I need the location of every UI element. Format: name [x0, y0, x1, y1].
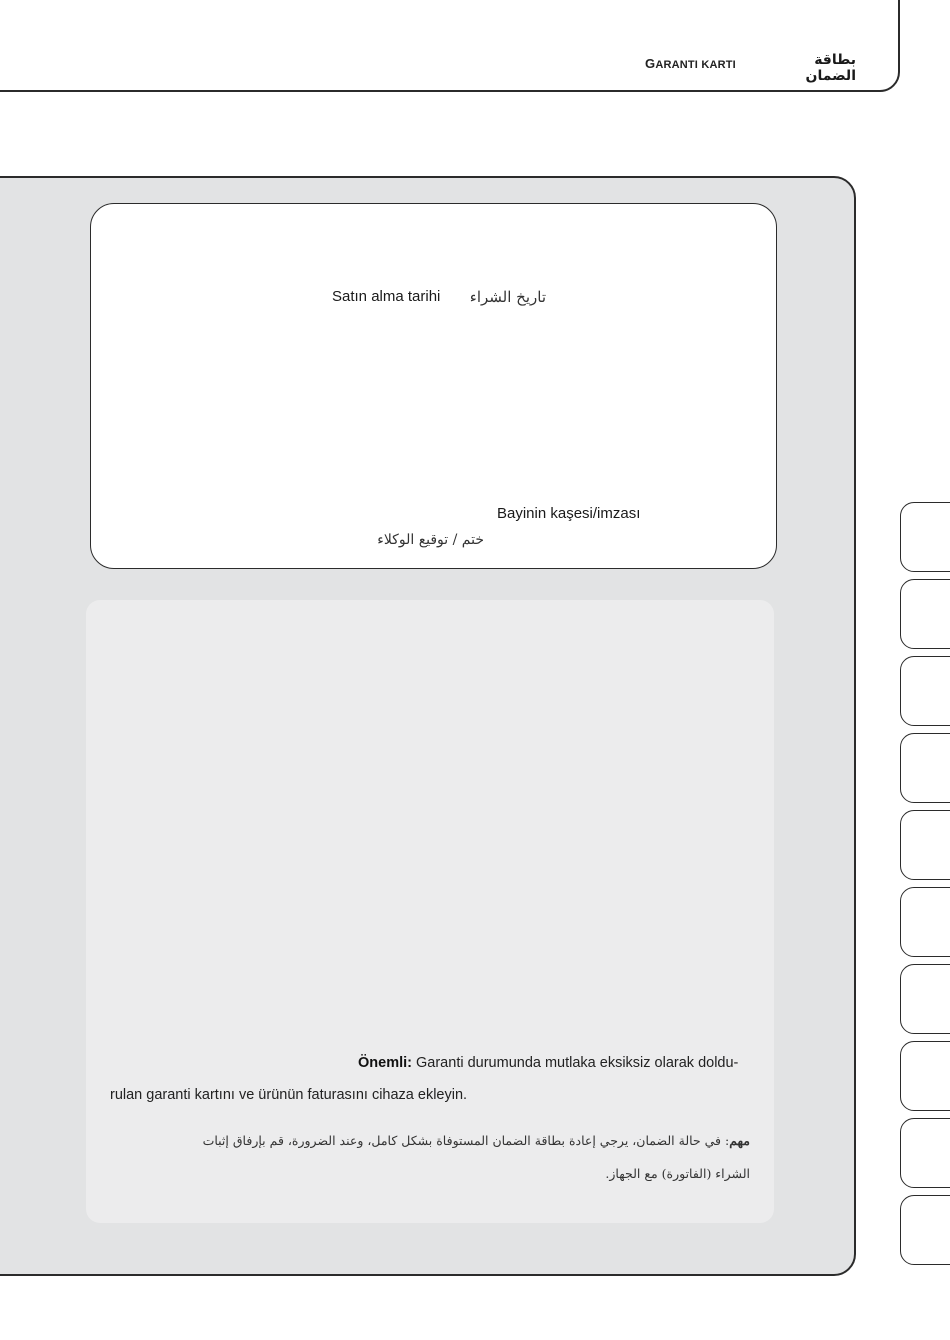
section-tab[interactable] — [900, 887, 950, 957]
purchase-date-label-tr: Satın alma tarihi — [332, 288, 441, 305]
header-title-ar: بطاقة الضمان — [805, 52, 856, 84]
note-tr-line1 — [358, 1055, 738, 1071]
note-ar-line1-text: : في حالة الضمان، يرجي إعادة بطاقة الضمان المستوفاة بشكل كامل، وعند الضرورة، قم بإرفاق إثبات — [202, 1133, 730, 1148]
section-tab[interactable] — [900, 656, 950, 726]
purchase-date-label-ar: تاريخ الشراء — [469, 288, 546, 306]
dealer-stamp-label-tr: Bayinin kaşesi/imzası — [497, 505, 641, 522]
section-tab[interactable] — [900, 810, 950, 880]
section-tab[interactable] — [900, 964, 950, 1034]
header-frame — [0, 0, 900, 92]
section-tab[interactable] — [900, 1118, 950, 1188]
section-tab[interactable] — [900, 1195, 950, 1265]
section-tab[interactable] — [900, 579, 950, 649]
note-ar-line2: الشراء (الفاتورة) مع الجهاز. — [605, 1166, 750, 1181]
header-title-tr-text: ARANTI KARTI — [655, 59, 736, 71]
section-tab[interactable] — [900, 502, 950, 572]
dealer-stamp-label-ar: ختم / توقيع الوكلاء — [377, 532, 484, 548]
section-tab[interactable] — [900, 1041, 950, 1111]
note-ar-line1 — [110, 1133, 750, 1148]
header-title-tr: GARANTI KARTI — [645, 56, 736, 71]
note-tr-line2: rulan garanti kartını ve ürünün faturasını cihaza ekleyin. — [110, 1087, 468, 1103]
note-tr-line1-text: Garanti durumunda mutlaka eksiksiz olarak doldu- — [411, 1055, 739, 1071]
important-note-box — [86, 600, 774, 1223]
note-ar-bold: مهم — [729, 1133, 750, 1148]
section-tab[interactable] — [900, 733, 950, 803]
dealer-form-box — [90, 203, 777, 569]
note-tr-bold: Önemli: — [358, 1055, 412, 1071]
